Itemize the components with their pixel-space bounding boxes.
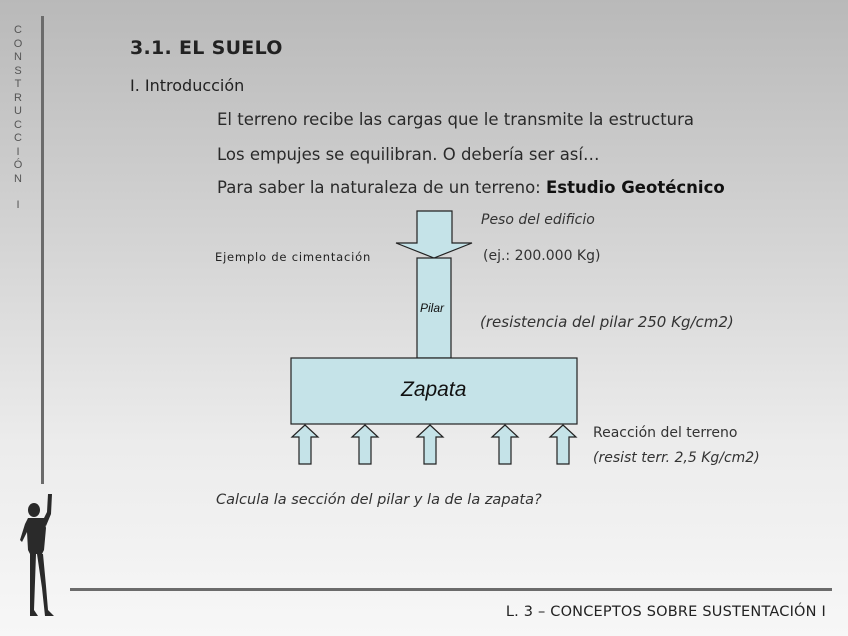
text-line-1: El terreno recibe las cargas que le transmite la estructura: [217, 110, 695, 129]
sidebar-letter: N: [14, 172, 22, 185]
sidebar-letter: C: [14, 132, 22, 144]
sidebar-letter: U: [14, 105, 22, 117]
load-label: Peso del edificio: [481, 212, 595, 228]
sidebar-letter: O: [13, 37, 23, 50]
load-value: (ej.: 200.000 Kg): [483, 248, 601, 264]
up-arrow-icon: [352, 425, 378, 464]
sidebar-letter: I: [16, 145, 20, 158]
soil-resistance: (resist terr. 2,5 Kg/cm2): [593, 450, 760, 466]
down-arrow-icon: [396, 211, 472, 258]
sidebar-letter: Ó: [13, 159, 23, 171]
sidebar-number: I: [16, 199, 20, 211]
pillar-label: Pilar: [420, 301, 445, 315]
up-arrow-icon: [292, 425, 318, 464]
up-arrow-icon: [417, 425, 443, 464]
sidebar-letter: S: [14, 64, 22, 77]
text-line-3-bold: Estudio Geotécnico: [545, 178, 725, 197]
page-title: 3.1. EL SUELO: [130, 37, 283, 59]
section-subtitle: I. Introducción: [130, 76, 245, 95]
exercise-question: Calcula la sección del pilar y la de la zapata?: [216, 492, 542, 508]
sidebar-letter: C: [14, 24, 22, 36]
sidebar-letter: R: [14, 91, 22, 104]
sidebar-letter: C: [14, 118, 22, 131]
text-line-3-plain: Para saber la naturaleza de un terreno:: [217, 178, 546, 197]
sidebar-letter: N: [14, 51, 22, 63]
reaction-label: Reacción del terreno: [593, 425, 738, 441]
sidebar-letter: T: [14, 78, 22, 90]
text-line-2: Los empujes se equilibran. O debería ser así…: [217, 145, 600, 164]
up-arrow-icon: [550, 425, 576, 464]
footing-label: Zapata: [401, 378, 467, 401]
footer-chapter: L. 3 – CONCEPTOS SOBRE SUSTENTACIÓN I: [505, 604, 826, 620]
pillar-resistance: (resistencia del pilar 250 Kg/cm2): [480, 313, 734, 331]
up-arrow-icon: [492, 425, 518, 464]
example-label: Ejemplo de cimentación: [215, 250, 372, 264]
